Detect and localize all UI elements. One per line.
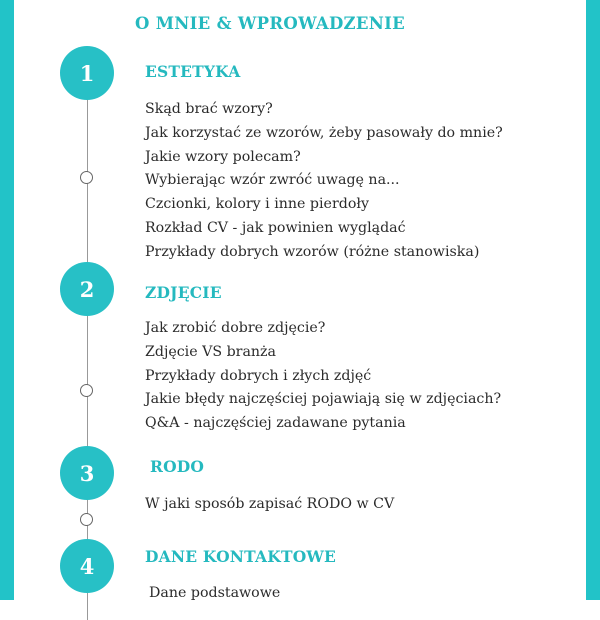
list-item: Zdjęcie VS branża bbox=[145, 343, 276, 360]
list-item: Q&A - najczęściej zadawane pytania bbox=[145, 415, 406, 432]
page-heading: O MNIE & WPROWADZENIE bbox=[135, 14, 406, 33]
step-4-badge: 4 bbox=[60, 539, 114, 593]
list-item: Jakie wzory polecam? bbox=[145, 148, 301, 165]
section-title-zdjecie: ZDJĘCIE bbox=[145, 283, 222, 302]
section-4-items bbox=[149, 582, 280, 606]
step-2-badge: 2 bbox=[60, 262, 114, 316]
left-frame-border bbox=[0, 0, 14, 600]
list-item: W jaki sposób zapisać RODO w CV bbox=[145, 496, 395, 512]
list-item: Rozkład CV - jak powinien wyglądać bbox=[145, 219, 406, 236]
timeline-dot bbox=[80, 513, 93, 526]
timeline-dot bbox=[80, 171, 93, 184]
list-item: Skąd brać wzory? bbox=[145, 101, 273, 117]
list-item: Przykłady dobrych i złych zdjęć bbox=[145, 367, 372, 384]
section-title-dane-kontaktowe: DANE KONTAKTOWE bbox=[145, 547, 337, 566]
step-3-badge: 3 bbox=[60, 446, 114, 500]
right-frame-border bbox=[586, 0, 600, 600]
list-item: Jak zrobić dobre zdjęcie? bbox=[145, 320, 326, 336]
section-3-items bbox=[145, 493, 394, 517]
section-2-items bbox=[145, 317, 501, 436]
section-title-rodo: RODO bbox=[150, 457, 205, 476]
section-1-items bbox=[145, 98, 503, 265]
list-item: Wybierając wzór zwróć uwagę na... bbox=[145, 172, 400, 189]
list-item: Czcionki, kolory i inne pierdoły bbox=[145, 196, 369, 213]
step-1-badge: 1 bbox=[60, 46, 114, 100]
timeline-line bbox=[87, 60, 88, 620]
timeline-dot bbox=[80, 384, 93, 397]
list-item: Przykłady dobrych wzorów (różne stanowiska) bbox=[145, 243, 480, 260]
list-item: Jakie błędy najczęściej pojawiają się w zdjęciach? bbox=[145, 391, 502, 408]
list-item: Dane podstawowe bbox=[149, 585, 281, 601]
section-title-estetyka: ESTETYKA bbox=[145, 62, 241, 81]
list-item: Jak korzystać ze wzorów, żeby pasowały do mnie? bbox=[145, 124, 503, 141]
